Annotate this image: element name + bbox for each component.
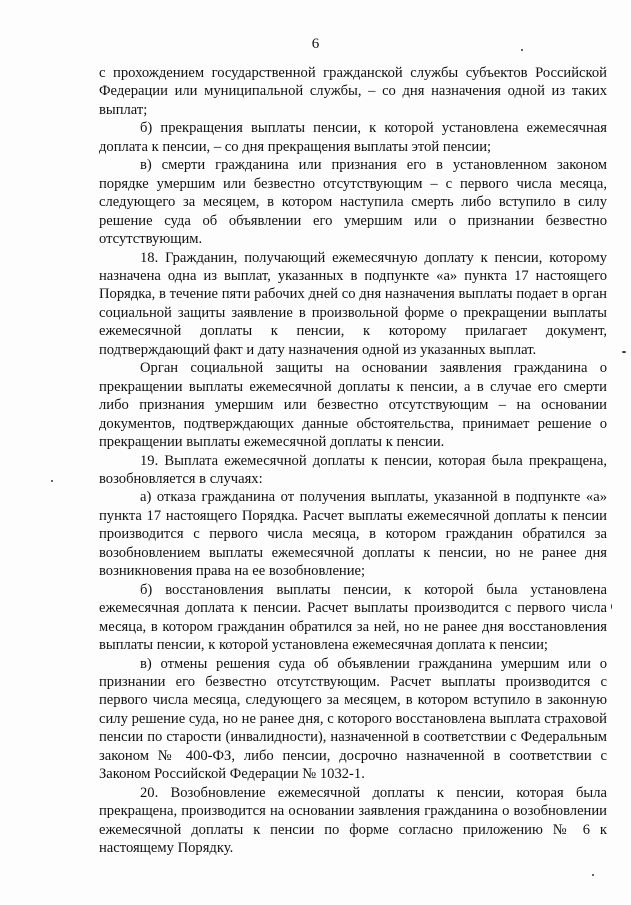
paragraph-clause-18: 18. Гражданин, получающий ежемесячную доплату к пенсии, которому назначена одна из выплат, указанных в подпункте «а» пункта 17 настоящего Порядка, в течение пяти рабочих дней со дня назначения выплаты подает в орган социальной защиты заявление в произвольной форме о прекращении выплаты ежемесячной доплаты к пенсии, к которому прилагает документ, подтверждающий факт и дату назначения одной из указанных выплат. [99,249,607,358]
scan-speck [611,604,612,609]
paragraph-continuation: с прохождением государственной гражданской службы субъектов Российской Федерации или муниципальной службы, – со дня назначения одной из таких выплат; [99,65,607,118]
scan-speck [622,351,626,353]
paragraph-clause-19: 19. Выплата ежемесячной доплаты к пенсии, которая была прекращена, возобновляется в случаях: [99,452,607,487]
paragraph-social-protection-decision: Орган социальной защиты на основании заявления гражданина о прекращении выплаты ежемесячной доплаты к пенсии, а в случае его смерти либо признания умершим или безвестно отсутствующим – на основании документов, подтверждающих данные обстоятельства, принимает решение о прекращении выплаты ежемесячной доплаты к пенсии. [99,360,607,451]
document-body [99,64,607,857]
scan-speck [592,874,594,876]
paragraph-clause-19-a: а) отказа гражданина от получения выплаты, указанной в подпункте «а» пункта 17 настоящего Порядка. Расчет выплаты ежемесячной доплаты к пенсии производится с первого числа месяца, в котором гражданин обратился за возобновлением выплаты ежемесячной доплаты к пенсии, но не ранее дня возникновения права на ее возобновление; [99,489,607,580]
page-number: 6 [311,36,320,52]
paragraph-clause-19-v: в) отмены решения суда об объявлении гражданина умершим или о признании его безвестно отсутствующим. Расчет выплаты производится с первого числа месяца, следующего за месяцем, в котором вступило в законную силу решение суда, но не ранее дня, с которого восстановлена выплата страховой пенсии по старости (инвалидности), назначенной в соответствии с Федеральным законом № 400-ФЗ, либо пенсии, досрочно назначенной в соответствии с Законом Российской Федерации № 1032-1. [99,655,607,783]
paragraph-clause-19-b: б) восстановления выплаты пенсии, к которой была установлена ежемесячная доплата к пенсии. Расчет выплаты производится с первого числа месяца, в котором гражданин обратился за ней, но не ранее дня восстановления выплаты пенсии, к которой установлена ежемесячная доплата к пенсии; [99,581,607,654]
paragraph-clause-20: 20. Возобновление ежемесячной доплаты к пенсии, которая была прекращена, производится на основании заявления гражданина о возобновлении ежемесячной доплаты к пенсии по форме согласно приложению № 6 к настоящему Порядку. [99,784,607,857]
scan-speck [51,480,53,482]
paragraph-subitem-b: б) прекращения выплаты пенсии, к которой установлена ежемесячная доплата к пенсии, – со дня прекращения выплаты этой пенсии; [99,120,607,155]
paragraph-subitem-v: в) смерти гражданина или признания его в установленном законом порядке умершим или безвестно отсутствующим – с первого числа месяца, следующего за месяцем, в котором наступила смерть либо вступило в силу решение суда об объявлении его умершим или о признании безвестно отсутствующим. [99,157,607,248]
scan-speck [521,49,523,51]
